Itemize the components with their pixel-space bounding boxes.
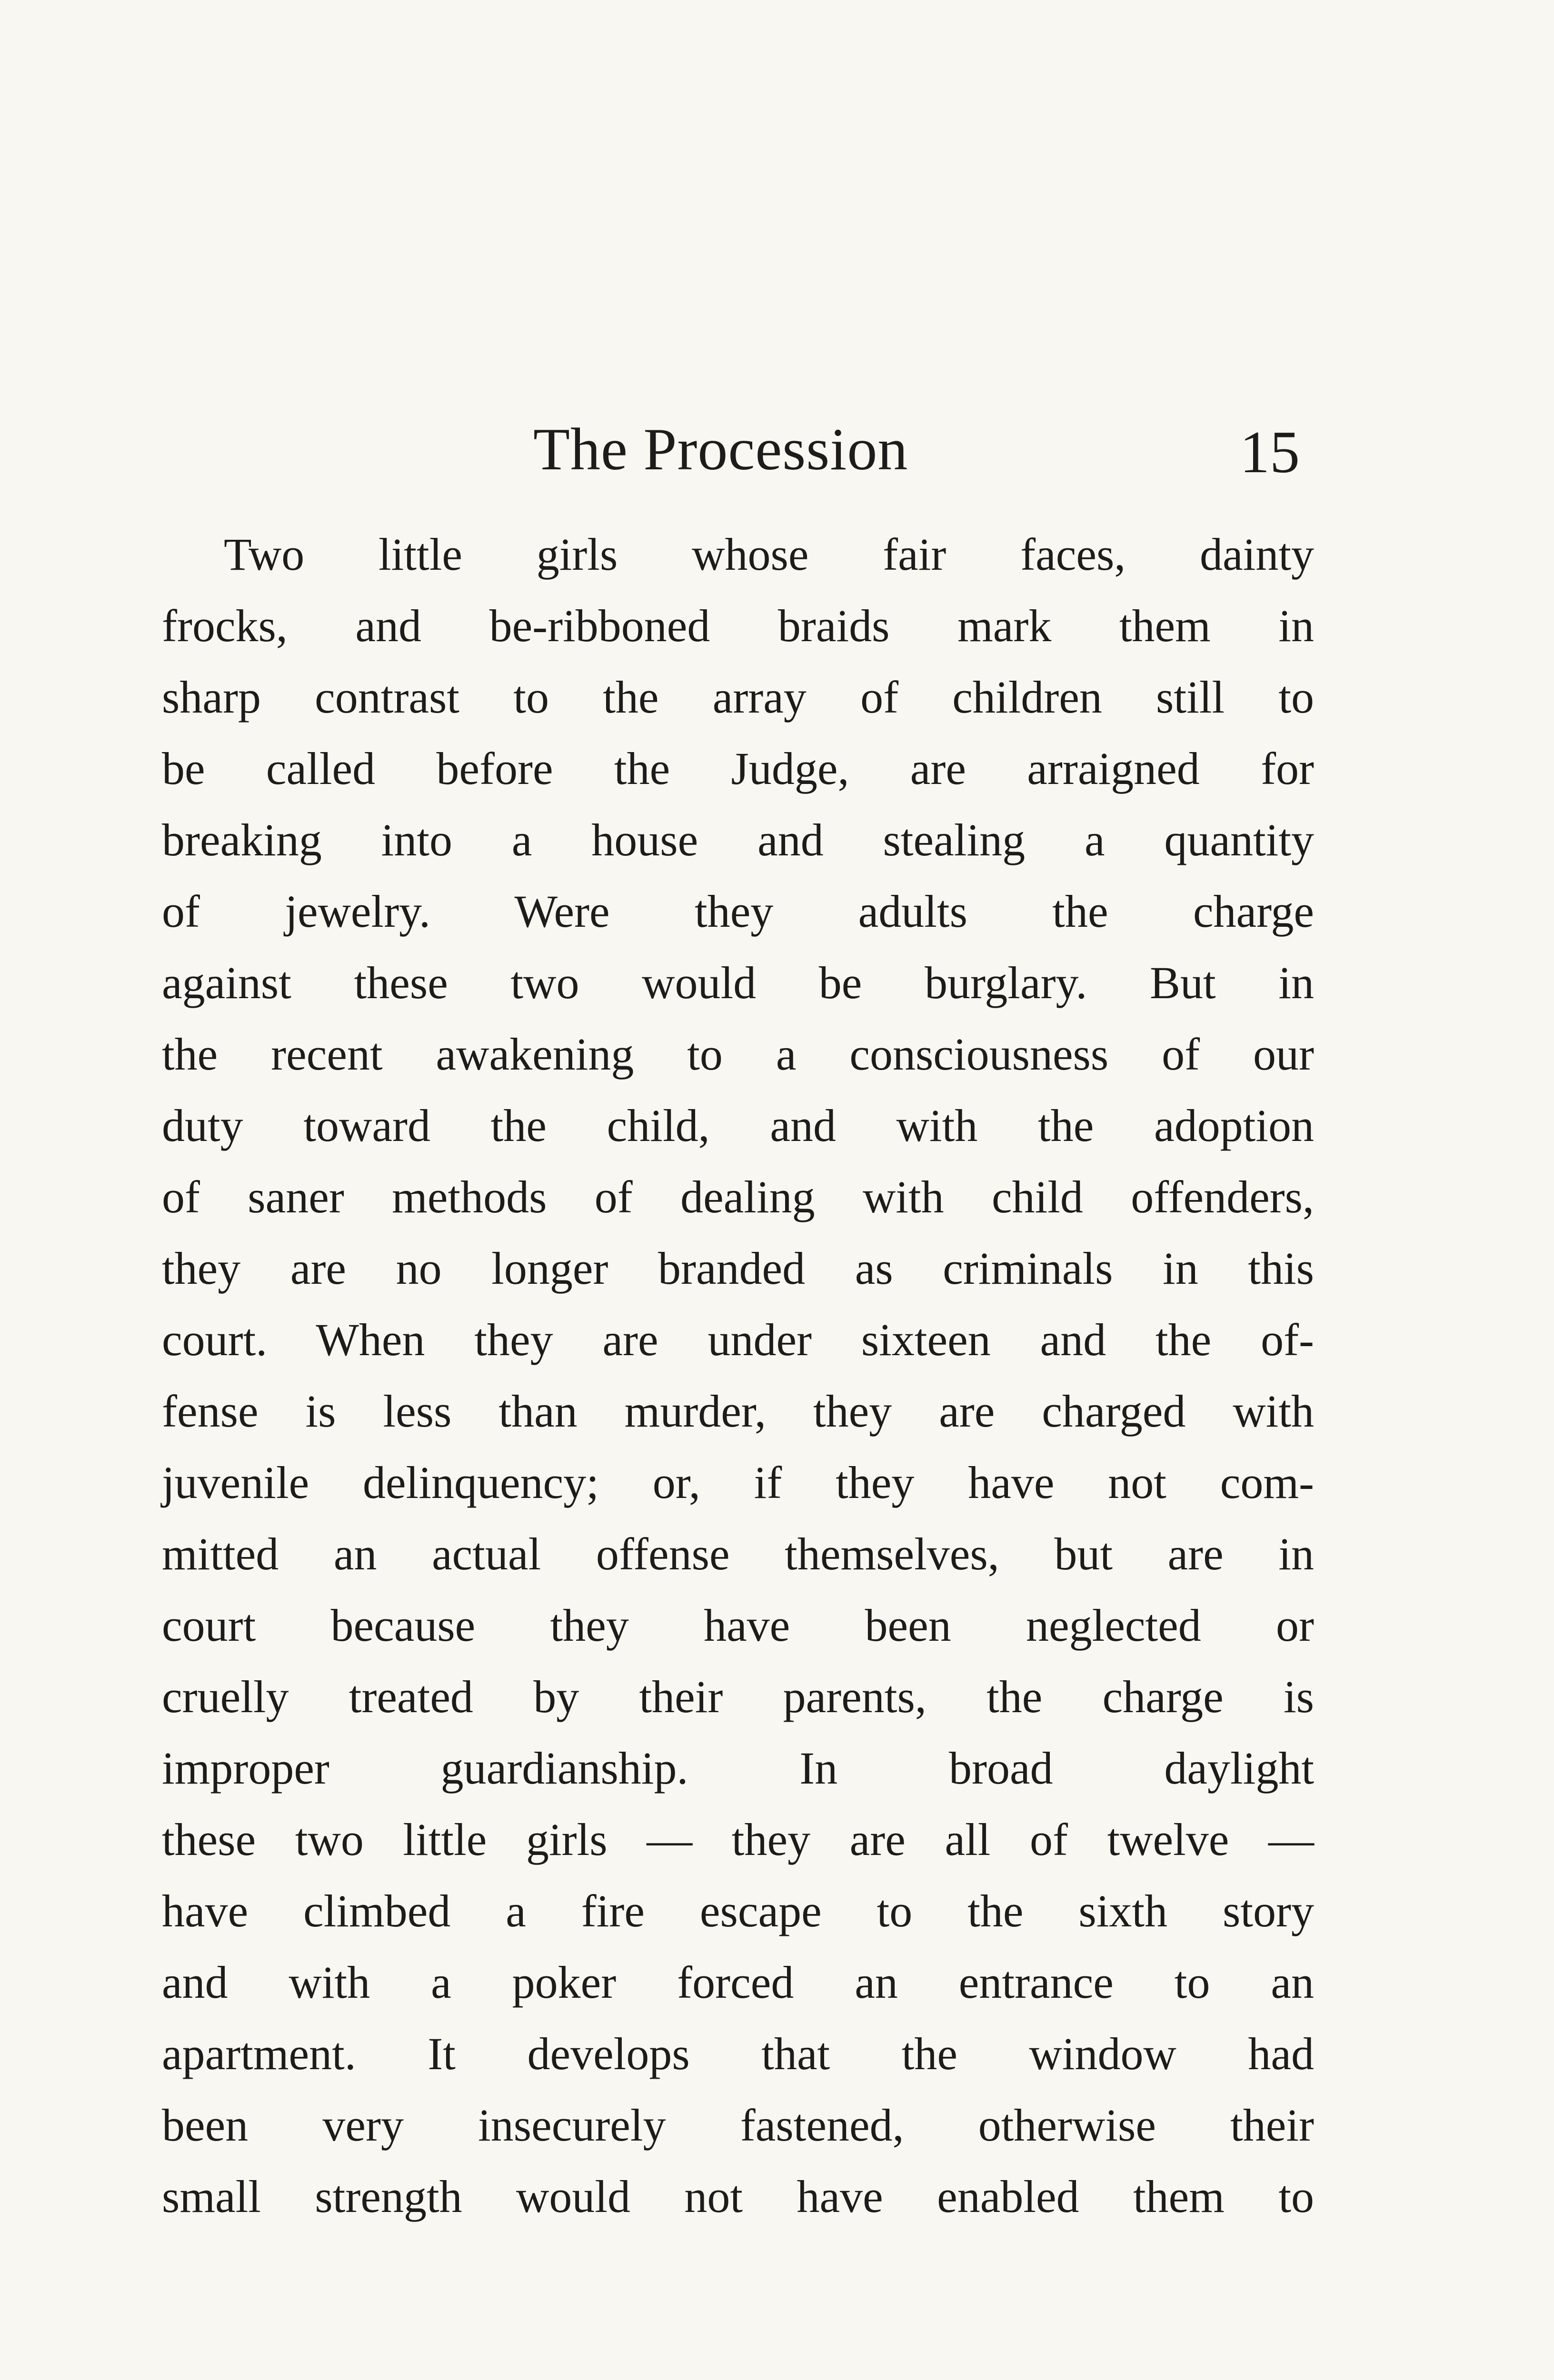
text-line: and with a poker forced an entrance to an [162, 1957, 1314, 2008]
text-line: Two little girls whose fair faces, dainty [224, 529, 1314, 580]
running-header [524, 416, 1333, 486]
text-line: of saner methods of dealing with child offenders, [162, 1171, 1314, 1222]
text-line: sharp contrast to the array of children still to [162, 672, 1314, 723]
text-line: of jewelry. Were they adults the charge [162, 886, 1314, 937]
body-paragraph [162, 519, 1314, 2232]
text-line: been very insecurely fastened, otherwise their [162, 2100, 1314, 2151]
text-line: mitted an actual offense themselves, but are in [162, 1528, 1314, 1579]
running-title: The Procession [533, 416, 908, 483]
text-line: juvenile delinquency; or, if they have not com- [162, 1457, 1314, 1508]
text-line: frocks, and be-ribboned braids mark them in [162, 600, 1314, 651]
text-line: fense is less than murder, they are charged with [162, 1386, 1314, 1437]
text-line: small strength would not have enabled them to [162, 2171, 1314, 2222]
text-line: cruelly treated by their parents, the charge is [162, 1671, 1314, 1722]
page-number: 15 [1240, 419, 1300, 486]
text-line: improper guardianship. In broad daylight [162, 1743, 1314, 1794]
text-line: court because they have been neglected or [162, 1600, 1314, 1651]
text-line: court. When they are under sixteen and the of- [162, 1314, 1314, 1365]
text-line: they are no longer branded as criminals in this [162, 1243, 1314, 1294]
text-line: against these two would be burglary. But in [162, 957, 1314, 1008]
text-line: duty toward the child, and with the adoption [162, 1100, 1314, 1151]
text-line: the recent awakening to a consciousness of our [162, 1029, 1314, 1080]
text-line: apartment. It develops that the window had [162, 2028, 1314, 2079]
text-line: breaking into a house and stealing a quantity [162, 814, 1314, 865]
text-line: have climbed a fire escape to the sixth story [162, 1885, 1314, 1936]
text-line: these two little girls — they are all of twelve — [162, 1814, 1314, 1865]
text-line: be called before the Judge, are arraigned for [162, 743, 1314, 794]
